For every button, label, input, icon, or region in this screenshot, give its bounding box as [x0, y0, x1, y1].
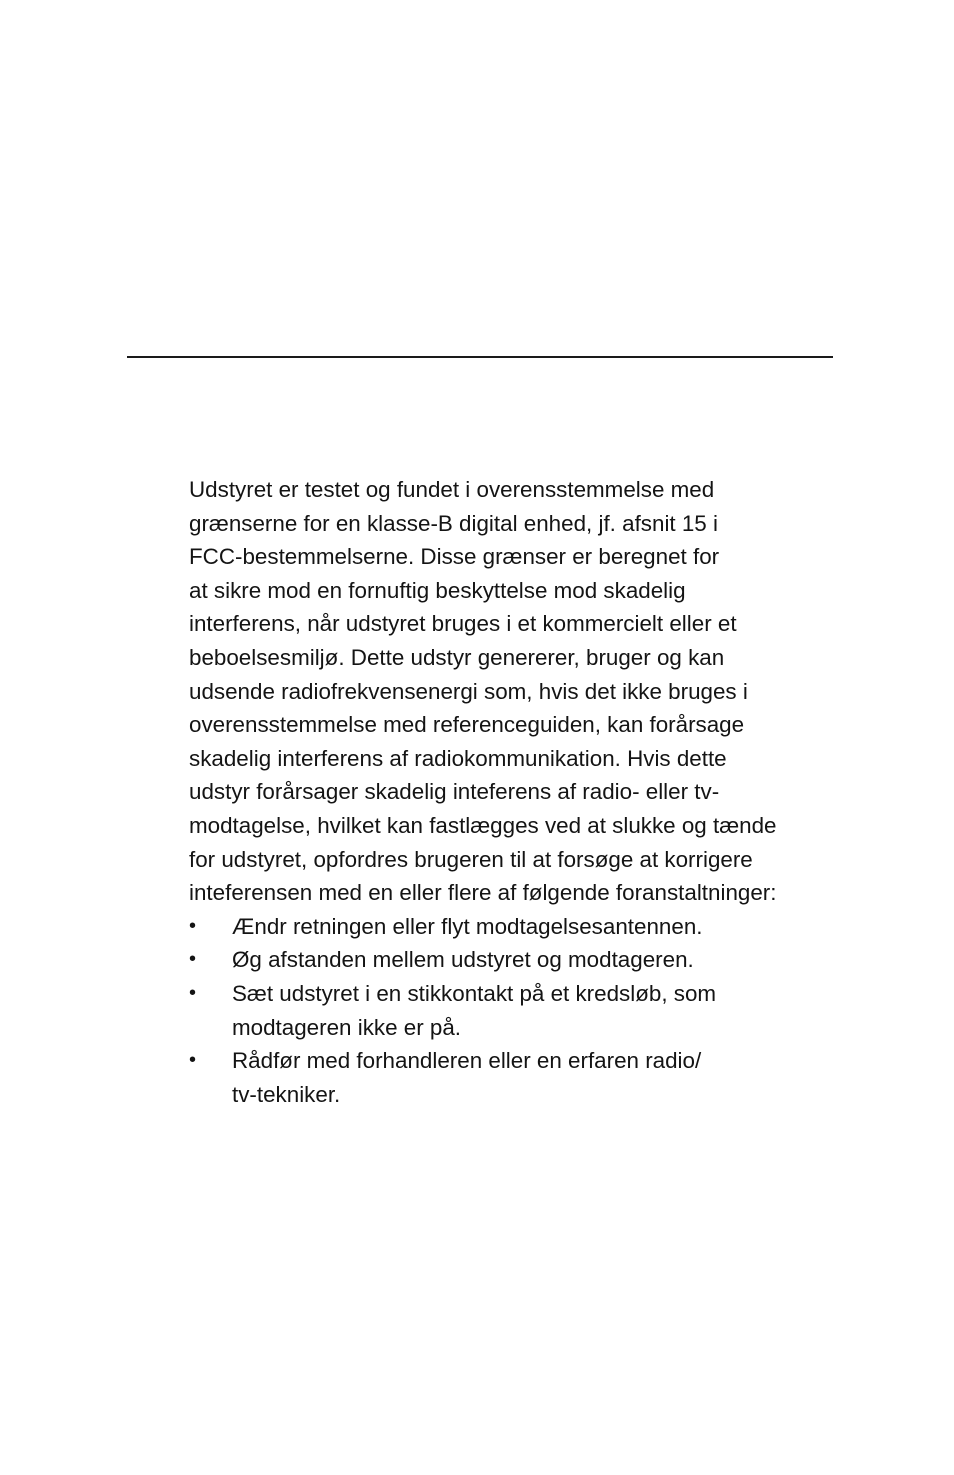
list-item — [189, 1044, 839, 1111]
list-item-text: tv-tekniker. — [232, 1081, 341, 1107]
fcc-compliance-text — [189, 473, 839, 1111]
list-item — [189, 977, 839, 1044]
bullet-icon: • — [189, 914, 197, 937]
paragraph-line: skadelig interferens af radiokommunikation. Hvis dette — [189, 745, 727, 771]
compliance-paragraph — [189, 473, 839, 910]
horizontal-rule — [127, 356, 833, 358]
paragraph-line: udsende radiofrekvensenergi som, hvis det ikke bruges i — [189, 678, 748, 704]
paragraph-line: beboelsesmiljø. Dette udstyr genererer, bruger og kan — [189, 644, 725, 670]
paragraph-line: modtagelse, hvilket kan fastlægges ved at slukke og tænde — [189, 812, 777, 838]
paragraph-line: overensstemmelse med referenceguiden, kan forårsage — [189, 712, 745, 738]
list-item — [189, 910, 839, 944]
paragraph-line: udstyr forårsager skadelig inteferens af radio- eller tv- — [189, 779, 720, 805]
paragraph-line: at sikre mod en fornuftig beskyttelse mod skadelig — [189, 577, 686, 603]
list-item-text: Sæt udstyret i en stikkontakt på et kredsløb, som — [232, 980, 717, 1006]
bullet-icon: • — [189, 1049, 197, 1072]
paragraph-line: for udstyret, opfordres brugeren til at forsøge at korrigere — [189, 846, 753, 872]
list-item-text: Rådfør med forhandleren eller en erfaren radio/ — [232, 1048, 702, 1074]
list-item-text: modtageren ikke er på. — [232, 1014, 462, 1040]
paragraph-line: Udstyret er testet og fundet i overensstemmelse med — [189, 477, 715, 502]
paragraph-line: inteferensen med en eller flere af følgende foranstaltninger: — [189, 880, 777, 906]
list-item-text: Øg afstanden mellem udstyret og modtageren. — [232, 947, 694, 973]
measures-list — [189, 910, 839, 1112]
bullet-icon: • — [189, 948, 197, 971]
list-item — [189, 943, 839, 977]
paragraph-line: grænserne for en klasse-B digital enhed, jf. afsnit 15 i — [189, 510, 718, 536]
bullet-icon: • — [189, 981, 197, 1004]
paragraph-line: FCC-bestemmelserne. Disse grænser er beregnet for — [189, 544, 720, 570]
paragraph-line: interferens, når udstyret bruges i et kommercielt eller et — [189, 611, 737, 637]
list-item-text: Ændr retningen eller flyt modtagelsesantennen. — [232, 913, 703, 939]
